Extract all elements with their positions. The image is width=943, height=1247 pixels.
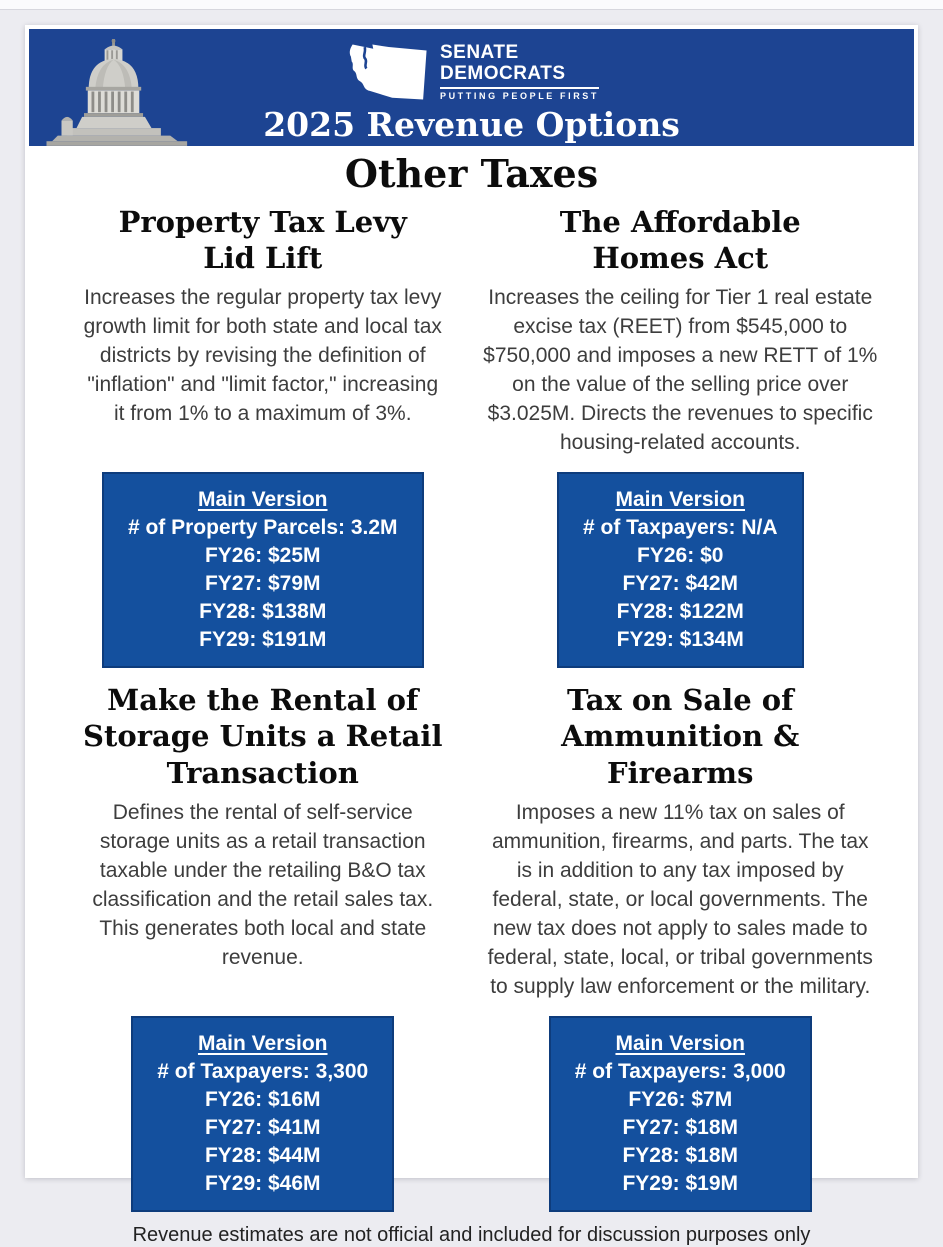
section-heading: The Affordable Homes Act	[559, 204, 801, 275]
revenue-box-line: FY29: $19M	[622, 1171, 739, 1195]
revenue-estimate-box	[102, 472, 424, 668]
section-body: Increases the ceiling for Tier 1 real estate excise tax (REET) from $545,000 to $750,000 and imposes a new RETT of 1% on the value of the selling price over $3.025M. Directs the revenues to specific housing-related accounts.	[483, 286, 878, 455]
revenue-box-line: FY27: $41M	[204, 1115, 321, 1139]
senate-democrats-logo	[344, 41, 599, 103]
revenue-box-title: Main Version	[197, 488, 328, 511]
logo-divider	[440, 87, 599, 89]
section-body: Increases the regular property tax levy growth limit for both state and local tax districts by revising the definition of "inflation" and "limit factor," increasing it from 1% to a maximum of 3%.	[83, 286, 442, 426]
header-banner	[29, 29, 914, 146]
revenue-estimate-box	[549, 1016, 812, 1212]
revenue-box-line: FY29: $46M	[204, 1171, 321, 1195]
section-body: Imposes a new 11% tax on sales of ammunition, firearms, and parts. The tax is in addition to any tax imposed by federal, state, or local governments. The new tax does not apply to sales made to federal, state, local, or tribal governments to supply law enforcement or the military.	[487, 800, 873, 998]
revenue-box-line: FY26: $25M	[204, 544, 321, 567]
revenue-estimate-box	[557, 472, 804, 668]
section-heading: Tax on Sale of Ammunition & Firearms	[561, 683, 800, 790]
revenue-box-line: FY29: $191M	[199, 628, 327, 651]
disclaimer-text: Revenue estimates are not official and included for discussion purposes only	[132, 1223, 811, 1246]
revenue-box-line: FY26: $16M	[204, 1087, 321, 1111]
revenue-box-line: FY28: $122M	[616, 600, 744, 623]
logo-tagline: PUTTING PEOPLE FIRST	[439, 91, 599, 101]
section-heading: Make the Rental of Storage Units a Retail Transaction	[83, 683, 443, 790]
revenue-box-line: FY27: $79M	[204, 572, 321, 595]
revenue-box-line: FY26: $7M	[628, 1087, 733, 1111]
logo-text-block	[440, 43, 599, 101]
revenue-box-title: Main Version	[615, 488, 746, 511]
logo-line-democrats: DEMOCRATS	[439, 63, 566, 84]
revenue-box-line: FY28: $18M	[622, 1143, 739, 1167]
revenue-estimate-box	[131, 1016, 394, 1212]
section-body: Defines the rental of self-service storage units as a retail transaction taxable under the retailing B&O tax classification and the retail sales tax. This generates both local and state revenue.	[92, 800, 434, 969]
capitol-dome-image	[39, 38, 189, 146]
washington-state-icon	[344, 41, 430, 103]
revenue-box-line: FY29: $134M	[616, 628, 744, 651]
section-heading: Property Tax Levy Lid Lift	[118, 204, 407, 275]
page-title: Other Taxes	[344, 151, 599, 196]
revenue-box-line: FY27: $42M	[622, 572, 739, 595]
sections-grid	[25, 200, 918, 1212]
revenue-box-title: Main Version	[197, 1031, 328, 1055]
revenue-box-line: # of Taxpayers: 3,000	[574, 1059, 786, 1083]
revenue-box-line: FY28: $138M	[199, 600, 327, 623]
revenue-box-line: FY28: $44M	[204, 1143, 321, 1167]
revenue-box-line: # of Taxpayers: 3,300	[157, 1059, 369, 1083]
banner-title: 2025 Revenue Options	[263, 105, 680, 144]
section-property-tax-levy-lid-lift	[65, 200, 461, 668]
section-storage-units-retail	[65, 678, 461, 1212]
section-ammunition-firearms-tax	[483, 678, 879, 1212]
section-affordable-homes-act	[483, 200, 879, 668]
revenue-box-line: FY27: $18M	[622, 1115, 739, 1139]
flyer-page	[25, 25, 918, 1246]
logo-line-senate: SENATE	[439, 42, 519, 63]
viewer-previous-page-edge	[0, 0, 943, 10]
revenue-box-line: # of Property Parcels: 3.2M	[127, 516, 398, 539]
revenue-box-line: # of Taxpayers: N/A	[582, 516, 778, 539]
revenue-box-line: FY26: $0	[637, 544, 724, 567]
revenue-box-title: Main Version	[615, 1031, 746, 1055]
